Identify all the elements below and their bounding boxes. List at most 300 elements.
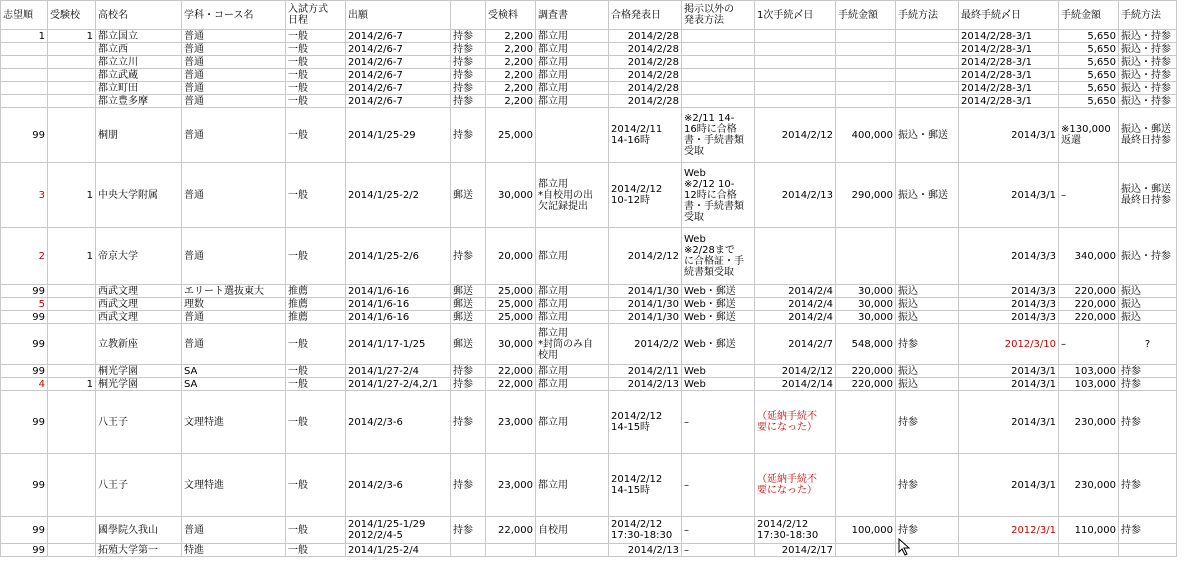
- table-cell[interactable]: [682, 82, 755, 95]
- table-cell[interactable]: 一般: [286, 544, 346, 557]
- table-cell[interactable]: 30,000: [486, 163, 536, 228]
- table-cell[interactable]: [755, 69, 836, 82]
- table-cell[interactable]: 2014/2/28-3/1: [959, 30, 1059, 43]
- table-cell[interactable]: 振込・郵送 最終日持参: [1119, 163, 1177, 228]
- table-cell[interactable]: 2014/2/28-3/1: [959, 69, 1059, 82]
- table-cell[interactable]: 都立用: [536, 285, 609, 298]
- table-cell[interactable]: 2014/2/28-3/1: [959, 95, 1059, 108]
- table-cell[interactable]: [48, 43, 96, 56]
- table-cell[interactable]: [48, 311, 96, 324]
- table-cell[interactable]: 5,650: [1059, 95, 1119, 108]
- table-cell[interactable]: 郵送: [451, 285, 486, 298]
- table-cell[interactable]: 推薦: [286, 298, 346, 311]
- table-cell[interactable]: 文理特進: [182, 391, 286, 454]
- table-cell[interactable]: 2014/1/25-1/29 2012/2/4-5: [346, 517, 451, 544]
- table-cell[interactable]: ※2/11 14- 16時に合格 書・手続書類 受取: [682, 108, 755, 163]
- table-cell[interactable]: 振込・持参: [1119, 69, 1177, 82]
- table-cell[interactable]: [836, 30, 896, 43]
- table-cell[interactable]: 2014/2/17: [755, 544, 836, 557]
- table-cell[interactable]: [755, 56, 836, 69]
- table-cell[interactable]: 持参: [1119, 454, 1177, 517]
- table-cell[interactable]: [836, 56, 896, 69]
- table-cell[interactable]: 振込: [896, 378, 959, 391]
- table-cell[interactable]: 25,000: [486, 298, 536, 311]
- table-cell[interactable]: 一般: [286, 82, 346, 95]
- table-cell[interactable]: 振込: [896, 298, 959, 311]
- table-cell[interactable]: [682, 30, 755, 43]
- table-cell[interactable]: 都立用: [536, 82, 609, 95]
- table-cell[interactable]: 2: [1, 228, 48, 285]
- table-cell[interactable]: [48, 365, 96, 378]
- table-cell[interactable]: 230,000: [1059, 454, 1119, 517]
- table-cell[interactable]: 持参: [451, 82, 486, 95]
- table-cell[interactable]: 2014/2/7: [755, 324, 836, 365]
- table-cell[interactable]: 2014/2/13: [609, 378, 682, 391]
- table-cell[interactable]: 30,000: [836, 285, 896, 298]
- table-cell[interactable]: [48, 82, 96, 95]
- table-cell[interactable]: 桐光学園: [96, 365, 182, 378]
- table-cell[interactable]: 3: [1, 163, 48, 228]
- table-cell[interactable]: 2014/2/28-3/1: [959, 82, 1059, 95]
- table-cell[interactable]: 2014/2/13: [755, 163, 836, 228]
- table-cell[interactable]: 普通: [182, 56, 286, 69]
- table-cell[interactable]: 一般: [286, 228, 346, 285]
- table-cell[interactable]: 持参: [896, 391, 959, 454]
- table-cell[interactable]: 持参: [451, 228, 486, 285]
- column-header-13[interactable]: 手続方法: [896, 1, 959, 30]
- table-cell[interactable]: 2014/2/28-3/1: [959, 56, 1059, 69]
- table-cell[interactable]: 持参: [1119, 517, 1177, 544]
- table-cell[interactable]: 西武文理: [96, 298, 182, 311]
- table-cell[interactable]: ※130,000 返還: [1059, 108, 1119, 163]
- table-cell[interactable]: –: [682, 544, 755, 557]
- table-cell[interactable]: 都立用: [536, 30, 609, 43]
- table-cell[interactable]: 一般: [286, 365, 346, 378]
- table-cell[interactable]: 290,000: [836, 163, 896, 228]
- table-cell[interactable]: 4: [1, 378, 48, 391]
- table-cell[interactable]: 持参: [896, 324, 959, 365]
- table-cell[interactable]: [451, 544, 486, 557]
- table-cell[interactable]: 一般: [286, 108, 346, 163]
- table-cell[interactable]: 2014/2/14: [755, 378, 836, 391]
- table-cell[interactable]: 2014/2/12 14-15時: [609, 454, 682, 517]
- table-cell[interactable]: 2,200: [486, 69, 536, 82]
- table-cell[interactable]: 持参: [896, 454, 959, 517]
- table-cell[interactable]: SA: [182, 365, 286, 378]
- table-cell[interactable]: 2014/2/28: [609, 69, 682, 82]
- table-cell[interactable]: [48, 285, 96, 298]
- table-cell[interactable]: 郵送: [451, 324, 486, 365]
- table-cell[interactable]: 2014/2/12 17:30-18:30: [755, 517, 836, 544]
- table-cell[interactable]: 25,000: [486, 311, 536, 324]
- table-cell[interactable]: 2014/2/12 10-12時: [609, 163, 682, 228]
- table-cell[interactable]: 振込・持参: [1119, 56, 1177, 69]
- column-header-1[interactable]: 受験校: [48, 1, 96, 30]
- table-cell[interactable]: 一般: [286, 56, 346, 69]
- table-cell[interactable]: 振込・郵送: [896, 108, 959, 163]
- table-cell[interactable]: 立教新座: [96, 324, 182, 365]
- table-cell[interactable]: 1: [48, 163, 96, 228]
- table-cell[interactable]: 都立立川: [96, 56, 182, 69]
- table-cell[interactable]: 一般: [286, 69, 346, 82]
- table-cell[interactable]: [836, 82, 896, 95]
- column-header-7[interactable]: 受検料: [486, 1, 536, 30]
- table-cell[interactable]: 1: [1, 30, 48, 43]
- table-cell[interactable]: [682, 95, 755, 108]
- table-cell[interactable]: 30,000: [486, 324, 536, 365]
- table-cell[interactable]: [896, 228, 959, 285]
- table-cell[interactable]: 西武文理: [96, 311, 182, 324]
- table-cell[interactable]: 2014/2/28: [609, 43, 682, 56]
- table-cell[interactable]: [1059, 544, 1119, 557]
- table-cell[interactable]: 文理特進: [182, 454, 286, 517]
- table-cell[interactable]: 99: [1, 517, 48, 544]
- table-cell[interactable]: 2014/3/3: [959, 298, 1059, 311]
- table-cell[interactable]: 1: [48, 378, 96, 391]
- table-cell[interactable]: 2014/1/30: [609, 285, 682, 298]
- table-cell[interactable]: 2014/2/6-7: [346, 82, 451, 95]
- table-cell[interactable]: 2014/1/27-2/4,2/1: [346, 378, 451, 391]
- table-cell[interactable]: 2014/2/28: [609, 30, 682, 43]
- table-cell[interactable]: [682, 69, 755, 82]
- table-cell[interactable]: 普通: [182, 69, 286, 82]
- table-cell[interactable]: 持参: [451, 365, 486, 378]
- table-cell[interactable]: 都立用: [536, 228, 609, 285]
- table-cell[interactable]: 一般: [286, 43, 346, 56]
- table-cell[interactable]: [486, 544, 536, 557]
- table-cell[interactable]: 220,000: [836, 378, 896, 391]
- table-cell[interactable]: [755, 82, 836, 95]
- table-cell[interactable]: 國學院久我山: [96, 517, 182, 544]
- table-cell[interactable]: [682, 56, 755, 69]
- table-cell[interactable]: [48, 454, 96, 517]
- table-cell[interactable]: 都立西: [96, 43, 182, 56]
- table-cell[interactable]: 都立用: [536, 95, 609, 108]
- table-cell[interactable]: 普通: [182, 517, 286, 544]
- table-cell[interactable]: 2014/2/12 17:30-18:30: [609, 517, 682, 544]
- table-cell[interactable]: [836, 69, 896, 82]
- table-cell[interactable]: 25,000: [486, 108, 536, 163]
- table-cell[interactable]: 400,000: [836, 108, 896, 163]
- table-cell[interactable]: 一般: [286, 378, 346, 391]
- table-cell[interactable]: 振込・持参: [1119, 43, 1177, 56]
- table-cell[interactable]: 2012/3/10: [959, 324, 1059, 365]
- table-cell[interactable]: [536, 544, 609, 557]
- table-cell[interactable]: Web ※2/28まで に合格証・手 続書類受取: [682, 228, 755, 285]
- table-cell[interactable]: 99: [1, 544, 48, 557]
- table-cell[interactable]: 普通: [182, 163, 286, 228]
- table-cell[interactable]: 2014/2/12 14-15時: [609, 391, 682, 454]
- table-cell[interactable]: 99: [1, 108, 48, 163]
- table-cell[interactable]: 110,000: [1059, 517, 1119, 544]
- table-cell[interactable]: 2014/2/28: [609, 95, 682, 108]
- table-cell[interactable]: [755, 43, 836, 56]
- table-cell[interactable]: 1: [48, 228, 96, 285]
- column-header-9[interactable]: 合格発表日: [609, 1, 682, 30]
- table-cell[interactable]: 340,000: [1059, 228, 1119, 285]
- table-cell[interactable]: 23,000: [486, 391, 536, 454]
- table-cell[interactable]: Web・郵送: [682, 285, 755, 298]
- table-cell[interactable]: 持参: [1119, 378, 1177, 391]
- table-cell[interactable]: 普通: [182, 311, 286, 324]
- table-cell[interactable]: 2014/2/4: [755, 298, 836, 311]
- table-cell[interactable]: 2014/2/6-7: [346, 30, 451, 43]
- table-cell[interactable]: [896, 95, 959, 108]
- table-cell[interactable]: 振込: [896, 365, 959, 378]
- table-cell[interactable]: 郵送: [451, 163, 486, 228]
- table-cell[interactable]: 2014/1/30: [609, 311, 682, 324]
- table-cell[interactable]: 八王子: [96, 391, 182, 454]
- table-cell[interactable]: 推薦: [286, 285, 346, 298]
- table-cell[interactable]: 振込・持参: [1119, 82, 1177, 95]
- table-cell[interactable]: 帝京大学: [96, 228, 182, 285]
- table-cell[interactable]: 2014/2/2: [609, 324, 682, 365]
- column-header-11[interactable]: 1次手続〆日: [755, 1, 836, 30]
- table-cell[interactable]: 99: [1, 454, 48, 517]
- table-cell[interactable]: 30,000: [836, 311, 896, 324]
- table-cell[interactable]: [1, 43, 48, 56]
- table-cell[interactable]: [48, 298, 96, 311]
- table-cell[interactable]: 桐朋: [96, 108, 182, 163]
- table-cell[interactable]: 2014/2/12: [609, 228, 682, 285]
- table-cell[interactable]: [48, 69, 96, 82]
- table-cell[interactable]: 振込: [896, 285, 959, 298]
- table-cell[interactable]: [836, 454, 896, 517]
- table-cell[interactable]: 30,000: [836, 298, 896, 311]
- table-cell[interactable]: 理数: [182, 298, 286, 311]
- table-cell[interactable]: 都立用: [536, 311, 609, 324]
- table-cell[interactable]: 2014/2/28-3/1: [959, 43, 1059, 56]
- table-cell[interactable]: –: [1059, 163, 1119, 228]
- table-cell[interactable]: 普通: [182, 228, 286, 285]
- table-cell[interactable]: 2014/1/17-1/25: [346, 324, 451, 365]
- table-cell[interactable]: 持参: [451, 30, 486, 43]
- table-cell[interactable]: （延納手続不 要になった）: [755, 391, 836, 454]
- table-cell[interactable]: 振込・郵送: [896, 163, 959, 228]
- table-cell[interactable]: 振込: [1119, 298, 1177, 311]
- table-cell[interactable]: 2014/1/6-16: [346, 298, 451, 311]
- table-cell[interactable]: –: [682, 391, 755, 454]
- table-cell[interactable]: 一般: [286, 95, 346, 108]
- table-cell[interactable]: 自校用: [536, 517, 609, 544]
- table-cell[interactable]: 2014/3/1: [959, 378, 1059, 391]
- table-cell[interactable]: 2014/3/1: [959, 163, 1059, 228]
- table-cell[interactable]: –: [1059, 324, 1119, 365]
- table-cell[interactable]: [48, 391, 96, 454]
- table-cell[interactable]: 5: [1, 298, 48, 311]
- table-cell[interactable]: [48, 56, 96, 69]
- table-cell[interactable]: 2014/2/12: [755, 108, 836, 163]
- table-cell[interactable]: [48, 324, 96, 365]
- table-cell[interactable]: 2014/2/13: [609, 544, 682, 557]
- table-cell[interactable]: 推薦: [286, 311, 346, 324]
- table-cell[interactable]: 2014/2/28: [609, 56, 682, 69]
- table-cell[interactable]: [755, 228, 836, 285]
- table-cell[interactable]: 2012/3/1: [959, 517, 1059, 544]
- table-cell[interactable]: 都立用: [536, 365, 609, 378]
- table-cell[interactable]: Web ※2/12 10- 12時に合格 書・手続書類 受取: [682, 163, 755, 228]
- table-cell[interactable]: 2014/1/30: [609, 298, 682, 311]
- table-cell[interactable]: 220,000: [1059, 285, 1119, 298]
- table-cell[interactable]: 2014/3/1: [959, 365, 1059, 378]
- table-cell[interactable]: 一般: [286, 163, 346, 228]
- table-cell[interactable]: [836, 391, 896, 454]
- table-cell[interactable]: 都立用: [536, 43, 609, 56]
- table-cell[interactable]: エリート選抜東大: [182, 285, 286, 298]
- table-cell[interactable]: 一般: [286, 391, 346, 454]
- table-cell[interactable]: [896, 30, 959, 43]
- table-cell[interactable]: 普通: [182, 82, 286, 95]
- table-cell[interactable]: 都立用 *自校用の出 欠記録提出: [536, 163, 609, 228]
- table-cell[interactable]: [48, 544, 96, 557]
- table-cell[interactable]: 5,650: [1059, 43, 1119, 56]
- table-cell[interactable]: [1119, 544, 1177, 557]
- table-cell[interactable]: 5,650: [1059, 56, 1119, 69]
- table-cell[interactable]: 八王子: [96, 454, 182, 517]
- table-cell[interactable]: Web・郵送: [682, 298, 755, 311]
- table-cell[interactable]: 普通: [182, 324, 286, 365]
- column-header-15[interactable]: 手続金額: [1059, 1, 1119, 30]
- table-cell[interactable]: 2014/2/11: [609, 365, 682, 378]
- table-cell[interactable]: 振込・持参: [1119, 30, 1177, 43]
- table-cell[interactable]: [896, 82, 959, 95]
- table-cell[interactable]: [836, 544, 896, 557]
- table-cell[interactable]: 持参: [451, 108, 486, 163]
- table-cell[interactable]: 都立用 *封筒のみ自 校用: [536, 324, 609, 365]
- table-cell[interactable]: 郵送: [451, 311, 486, 324]
- table-cell[interactable]: SA: [182, 378, 286, 391]
- table-cell[interactable]: [1, 56, 48, 69]
- table-cell[interactable]: 230,000: [1059, 391, 1119, 454]
- table-cell[interactable]: –: [682, 517, 755, 544]
- table-cell[interactable]: 振込・持参: [1119, 228, 1177, 285]
- table-cell[interactable]: 2014/2/6-7: [346, 69, 451, 82]
- table-cell[interactable]: 都立用: [536, 454, 609, 517]
- table-cell[interactable]: 2014/2/28: [609, 82, 682, 95]
- table-cell[interactable]: 2,200: [486, 43, 536, 56]
- table-cell[interactable]: 西武文理: [96, 285, 182, 298]
- table-cell[interactable]: 都立用: [536, 378, 609, 391]
- table-cell[interactable]: [1, 95, 48, 108]
- table-cell[interactable]: 中央大学附属: [96, 163, 182, 228]
- table-cell[interactable]: 2014/2/12: [755, 365, 836, 378]
- table-cell[interactable]: 都立用: [536, 298, 609, 311]
- table-cell[interactable]: [536, 108, 609, 163]
- table-cell[interactable]: 2,200: [486, 95, 536, 108]
- column-header-5[interactable]: 出願: [346, 1, 451, 30]
- table-cell[interactable]: 2014/2/4: [755, 311, 836, 324]
- table-cell[interactable]: 都立武蔵: [96, 69, 182, 82]
- table-cell[interactable]: [959, 544, 1059, 557]
- table-cell[interactable]: Web: [682, 365, 755, 378]
- table-cell[interactable]: 都立国立: [96, 30, 182, 43]
- table-cell[interactable]: 持参: [451, 95, 486, 108]
- table-cell[interactable]: 一般: [286, 454, 346, 517]
- table-cell[interactable]: 2014/1/25-29: [346, 108, 451, 163]
- table-cell[interactable]: 2014/1/25-2/6: [346, 228, 451, 285]
- table-cell[interactable]: 普通: [182, 30, 286, 43]
- table-cell[interactable]: 2014/2/6-7: [346, 43, 451, 56]
- table-cell[interactable]: 99: [1, 391, 48, 454]
- table-cell[interactable]: 2014/3/3: [959, 311, 1059, 324]
- table-cell[interactable]: 都立用: [536, 391, 609, 454]
- table-cell[interactable]: 振込: [896, 311, 959, 324]
- column-header-12[interactable]: 手続金額: [836, 1, 896, 30]
- table-cell[interactable]: 2014/1/27-2/4: [346, 365, 451, 378]
- table-cell[interactable]: 2014/2/6-7: [346, 56, 451, 69]
- table-cell[interactable]: 2014/3/1: [959, 454, 1059, 517]
- table-cell[interactable]: Web・郵送: [682, 311, 755, 324]
- table-cell[interactable]: 持参: [1119, 391, 1177, 454]
- table-cell[interactable]: 郵送: [451, 298, 486, 311]
- column-header-2[interactable]: 高校名: [96, 1, 182, 30]
- table-cell[interactable]: 25,000: [486, 285, 536, 298]
- column-header-14[interactable]: 最終手続〆日: [959, 1, 1059, 30]
- table-cell[interactable]: 22,000: [486, 365, 536, 378]
- table-cell[interactable]: 103,000: [1059, 378, 1119, 391]
- table-cell[interactable]: 桐光学園: [96, 378, 182, 391]
- table-cell[interactable]: 2014/2/11 14-16時: [609, 108, 682, 163]
- table-cell[interactable]: [896, 43, 959, 56]
- table-cell[interactable]: [755, 95, 836, 108]
- table-cell[interactable]: 2014/2/3-6: [346, 454, 451, 517]
- table-cell[interactable]: [48, 95, 96, 108]
- table-cell[interactable]: 持参: [451, 378, 486, 391]
- table-cell[interactable]: 2,200: [486, 30, 536, 43]
- column-header-16[interactable]: 手続方法: [1119, 1, 1177, 30]
- table-cell[interactable]: ?: [1119, 324, 1177, 365]
- table-cell[interactable]: 振込・持参: [1119, 95, 1177, 108]
- column-header-3[interactable]: 学科・コース名: [182, 1, 286, 30]
- table-cell[interactable]: 22,000: [486, 378, 536, 391]
- table-cell[interactable]: [836, 95, 896, 108]
- table-cell[interactable]: 2014/1/25-2/4: [346, 544, 451, 557]
- table-cell[interactable]: 振込・郵送 最終日持参: [1119, 108, 1177, 163]
- table-cell[interactable]: 2014/1/6-16: [346, 311, 451, 324]
- table-cell[interactable]: 持参: [451, 391, 486, 454]
- table-cell[interactable]: 23,000: [486, 454, 536, 517]
- table-cell[interactable]: 22,000: [486, 517, 536, 544]
- table-cell[interactable]: 2014/3/1: [959, 391, 1059, 454]
- table-cell[interactable]: 99: [1, 285, 48, 298]
- table-cell[interactable]: 持参: [451, 454, 486, 517]
- table-cell[interactable]: –: [682, 454, 755, 517]
- table-cell[interactable]: [48, 108, 96, 163]
- table-cell[interactable]: [896, 69, 959, 82]
- table-cell[interactable]: 2014/1/6-16: [346, 285, 451, 298]
- table-cell[interactable]: 99: [1, 311, 48, 324]
- table-cell[interactable]: 2,200: [486, 82, 536, 95]
- column-header-4[interactable]: 入試方式 日程: [286, 1, 346, 30]
- table-cell[interactable]: 持参: [1119, 365, 1177, 378]
- table-cell[interactable]: 一般: [286, 30, 346, 43]
- table-cell[interactable]: 2014/3/3: [959, 228, 1059, 285]
- table-cell[interactable]: 1: [48, 30, 96, 43]
- table-cell[interactable]: 都立豊多摩: [96, 95, 182, 108]
- table-cell[interactable]: 100,000: [836, 517, 896, 544]
- table-cell[interactable]: 220,000: [836, 365, 896, 378]
- table-cell[interactable]: 普通: [182, 95, 286, 108]
- table-cell[interactable]: 都立用: [536, 69, 609, 82]
- table-cell[interactable]: 220,000: [1059, 311, 1119, 324]
- table-cell[interactable]: Web: [682, 378, 755, 391]
- table-cell[interactable]: 持参: [451, 56, 486, 69]
- table-cell[interactable]: 2014/3/3: [959, 285, 1059, 298]
- table-cell[interactable]: [48, 517, 96, 544]
- table-cell[interactable]: 99: [1, 324, 48, 365]
- table-cell[interactable]: [755, 30, 836, 43]
- table-cell[interactable]: 持参: [451, 69, 486, 82]
